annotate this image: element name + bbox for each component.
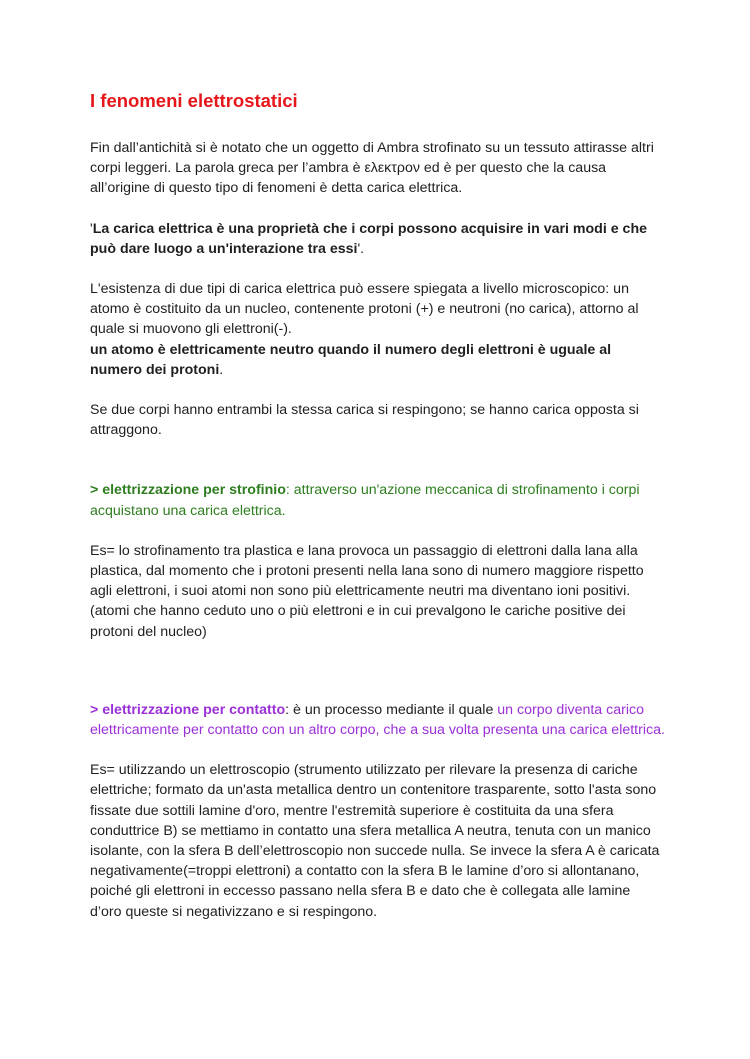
definition-paragraph — [90, 219, 665, 259]
definition-open-quote: ' — [90, 220, 93, 237]
atom-text-end: . — [219, 361, 224, 378]
example-contatto-paragraph: Es= utilizzando un elettroscopio (strumento utilizzato per rilevare la presenza di cariche elettriche; formato da un'asta metallica dentro un contenitore trasparente, sotto l'asta sono fissate due sottili lamine d'oro, mentre l'estremità superiore è costituita da una sfera conduttrice B) se mettiamo in contatto una sfera metallica A neutra, tenuta con un manico isolante, con la sfera B dell’elettroscopio non succede nulla. Se invece la sfera A è caricata negativamente(=troppi elettroni) a contatto con la sfera B le lamine d’oro si allontanano, poiché gli elettroni in eccesso passano nella sfera B e dato che è collegata alle lamine d’oro queste si negativizzano e si respingono. — [90, 762, 660, 920]
strofinio-heading: > elettrizzazione per strofinio — [90, 482, 286, 499]
charges-paragraph: Se due corpi hanno entrambi la stessa carica si respingono; se hanno carica opposta si attraggono. — [90, 402, 639, 439]
contatto-heading: > elettrizzazione per contatto — [90, 701, 286, 718]
contatto-text: un corpo diventa carico elettricamente per contatto con un altro corpo, che a sua volta presenta una carica elettrica. — [90, 701, 665, 739]
document-page — [90, 88, 665, 942]
example-strofinio-paragraph: Es= lo strofinamento tra plastica e lana provoca un passaggio di elettroni dalla lana alla plastica, dal momento che i protoni presenti nella lana sono di numero maggiore rispetto agli elettroni, i suoi atomi non sono più elettricamente neutri ma diventano ioni positivi. (atomi che hanno ceduto uno o più elettroni e in cui prevalgono le cariche positive dei protoni del nucleo) — [90, 542, 644, 640]
intro-paragraph: Fin dall’antichità si è notato che un oggetto di Ambra strofinato su un tessuto attirasse altri corpi leggeri. La parola greca per l’ambra è ελεκτρον ed è per questo che la causa all’origine di questo tipo di fenomeni è detta carica elettrica. — [90, 140, 654, 197]
contatto-mid: : è un processo mediante il quale — [285, 701, 498, 718]
atom-text: L'esistenza di due tipi di carica elettrica può essere spiegata a livello microscopico: un atomo è costituito da un nucleo, contenente protoni (+) e neutroni (no carica), attorno al quale si muovono gli elettroni(-). — [90, 281, 639, 338]
definition-text: La carica elettrica è una proprietà che i corpi possono acquisire in vari modi e che può dare luogo a un'interazione tra essi — [90, 220, 648, 257]
contatto-paragraph — [90, 700, 665, 740]
definition-close: '. — [357, 240, 365, 257]
page-title: I fenomeni elettrostatici — [90, 90, 298, 111]
strofinio-text: : attraverso un'azione meccanica di strofinamento i corpi acquistano una carica elettrica. — [90, 482, 640, 519]
strofinio-paragraph — [90, 480, 665, 520]
neutral-atom-text: un atomo è elettricamente neutro quando il numero degli elettroni è uguale al numero dei protoni — [90, 341, 612, 378]
atom-paragraph — [90, 279, 665, 380]
